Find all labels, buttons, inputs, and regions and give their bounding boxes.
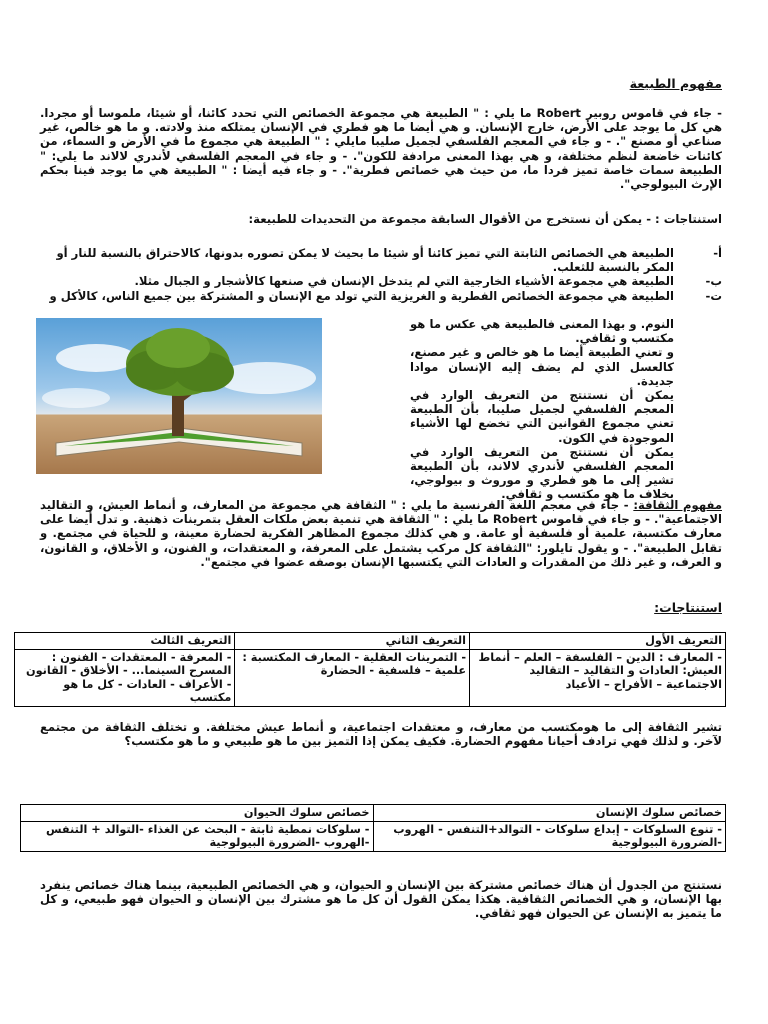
table-header: التعريف الثالث [15, 633, 235, 650]
section-nature [40, 76, 722, 91]
continuation-line: و تعني الطبيعة أيضا ما هو خالص و غير مصنع، كالعسل الذي لم يضف إليه الإنسان موادا جديدة. [410, 345, 674, 388]
table-cell: - المعارف : الدين – الفلسفة – العلم – أنماط العيش: العادات و التقاليد – التقاليد الاجتماعية – الأفراح – الأعياد [470, 649, 726, 706]
table-header: التعريف الثاني [235, 633, 470, 650]
definitions-table-block [14, 632, 726, 707]
table-row [15, 649, 726, 706]
table-cell: - التمرينات العقلية - المعارف المكتسبة : علمية – فلسفية - الحضارة [235, 649, 470, 706]
table-cell: - سلوكات نمطية ثابتة - البحث عن الغذاء -التوالد + التنفس -الهروب -الضرورة البيولوجية [21, 821, 374, 851]
table-header: خصائص سلوك الحيوان [21, 805, 374, 822]
list-item [40, 246, 722, 274]
conclusions-list-block [40, 246, 722, 303]
table-header: خصائص سلوك الإنسان [373, 805, 726, 822]
table-header-row [21, 805, 726, 822]
nature-definitions-block [40, 106, 722, 191]
list-item-text: الطبيعة هي مجموعة الخصائص الفطرية و الغريزية التي تولد مع الإنسان و المشتركة بين جميع الناس، كالأكل و [49, 288, 674, 303]
definitions-table [14, 632, 726, 707]
table-header: التعريف الأول [470, 633, 726, 650]
comparison-table [20, 804, 726, 852]
continuation-block [410, 317, 674, 502]
conclusions-title: استنتاجات: [654, 600, 722, 615]
culture-definitions-paragraph: - جاء في معجم اللغة الفرنسية ما يلي : " الثقافة هي مجموعة من المعارف، و أنماط العيش، و التقاليد الاجتماعية". - و جاء في قاموس Robert ما يلي : " الثقافة هي تنمية بعض ملكات العقل بتمرينات ذهنية. و تدل أيضا على معارف مكتسبة، علمية أو فلسفية أو عامة. و هي كذلك مجموع المظاهر الفكرية لحضارة معينة، و للحياة في مجتمع. و تقابل الطبيعة". - و يقول تايلور: "الثقافة كل مركب يشتمل على المعرفة، و المعتقدات، و الفنون، و الأخلاق، و القانون، و العرف، و غير ذلك من المقدرات و العادات التي يكتسبها الإنسان بوصفه عضوا في مجتمع". [40, 498, 722, 569]
conclusions-culture [40, 600, 722, 615]
continuation-line: يمكن أن نستنتج من التعريف الوارد في المعجم الفلسفي لجميل صليبا، بأن الطبيعة تعني مجموع القوانين التي تخضع لها الأشياء الموجودة في الكون. [410, 388, 674, 445]
list-item-text: الطبيعة هي مجموعة الأشياء الخارجية التي لم يتدخل الإنسان في صنعها كالأشجار و الجبال مثلا. [134, 274, 674, 289]
tree-book-image [36, 318, 322, 474]
table-cell: - تنوع السلوكات - إبداع سلوكات - التوالد+التنفس - الهروب -الضرورة البيولوجية [373, 821, 726, 851]
tree-book-illustration [36, 318, 322, 474]
section-title-nature: مفهوم الطبيعة [629, 76, 722, 91]
list-item-text: الطبيعة هي الخصائص الثابتة التي تميز كائنا أو شيئا ما بحيث لا يمكن تصوره بدونها، كالاحتراق بالنسبة للنار أو المكر بالنسبة للثعلب. [56, 246, 674, 275]
table-header-row [15, 633, 726, 650]
culture-summary-block [40, 720, 722, 748]
section-culture [40, 498, 722, 569]
nature-definitions-paragraph: - جاء في قاموس روبير Robert ما يلي : " الطبيعة هي مجموعة الخصائص التي تحدد كائنا، أو شيئا، ملموسا أو مجردا. هي كل ما يوجد على الأرض، خارج الإنسان. و هي أيضا ما هو فطري في الإنسان يمتلكه منذ ولادته. و ما هو خالص، غير صناعي أو مصنع ". - و جاء في المعجم الفلسفي لجميل صليبا مايلي : " الطبيعة هي مجموع ما في الأرض و السماء، من كائنات خاضعة لنظم مختلفة، و هي بهذا المعنى مرادفة للكون". - و جاء في المعجم الفلسفي لأندري لالاند ما يلي: " الطبيعة سمات خاصة تميز فردا ما، من حيث هي خصائص فطرية". - و جاء فيه أيضا : " الطبيعة هي ما يوجد فينا بحكم الإرث البيولوجي". [40, 106, 722, 192]
comparison-table-block [20, 804, 726, 852]
culture-summary-paragraph: تشير الثقافة إلى ما هومكتسب من معارف، و معتقدات اجتماعية، و أنماط عيش مختلفة. و تختلف الثقافة من مجتمع لآخر. و لذلك فهي ترادف أحيانا مفهوم الحضارة. فكيف يمكن إذا التميز بين ما هو طبيعي و ما هو مكتسب؟ [40, 720, 722, 749]
continuation-line: يمكن أن نستنتج من التعريف الوارد في المعجم الفلسفي لأندري لالاند، بأن الطبيعة تشير إلى ما هو فطري و موروث و بيولوجي، بخلاف ما هو مكتسب و ثقافي. [410, 444, 674, 502]
list-item [40, 274, 722, 288]
final-conclusion-paragraph: نستنتج من الجدول أن هناك خصائص مشتركة بين الإنسان و الحيوان، و هي الخصائص الطبيعية، بينما هناك خصائص ينفرد بها الإنسان، و هي الخصائص الثقافية. هكذا يمكن القول أن كل ما هو مشترك بين الإنسان و الحيوان فهو طبيعي، و كل ما يتميز به الإنسان عن الحيوان فهو ثقافي. [40, 878, 722, 921]
conclusions-intro: استنتاجات : - يمكن أن نستخرج من الأقوال السابقة مجموعة من التحديدات للطبيعة: [248, 212, 722, 226]
list-item [40, 289, 722, 303]
table-cell: - المعرفة - المعتقدات - الفنون : المسرح السينما... - الأخلاق - القانون - الأعراف - العادات - كل ما هو مكتسب [15, 649, 235, 706]
table-row [21, 821, 726, 851]
final-conclusion-block [40, 878, 722, 921]
list-marker: ب- [705, 274, 722, 289]
continuation-line: النوم. و بهذا المعنى فالطبيعة هي عكس ما هو مكتسب و ثقافي. [410, 317, 674, 346]
conclusions-list [40, 246, 722, 303]
list-marker: ت- [705, 288, 722, 303]
conclusions-nature [40, 212, 722, 226]
section-title-culture: مفهوم الثقافة: [633, 498, 722, 512]
list-marker: أ- [713, 246, 722, 260]
